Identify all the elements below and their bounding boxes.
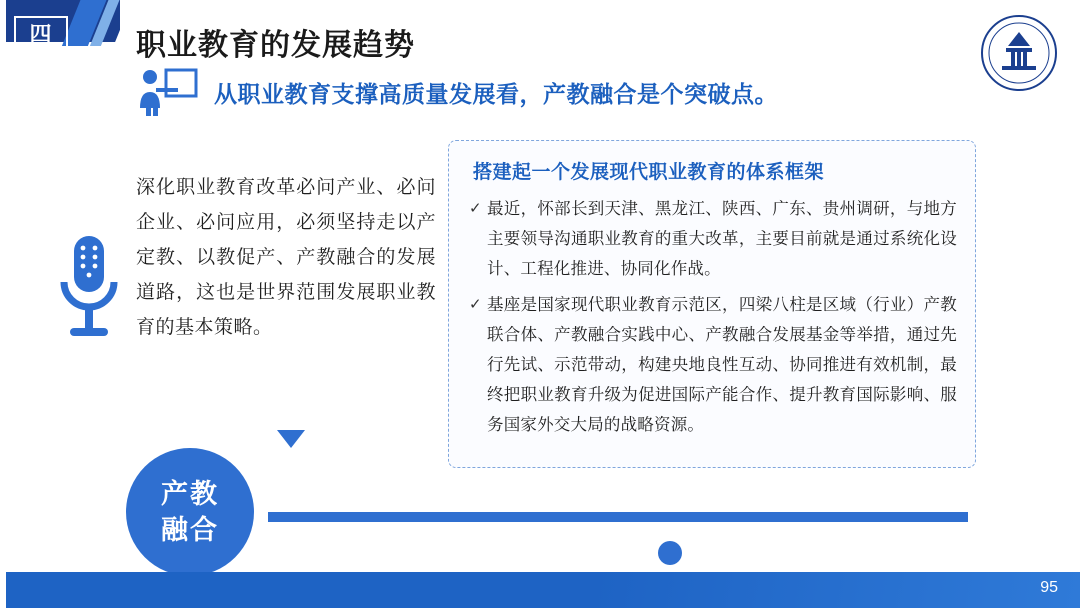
check-icon: ✓	[469, 296, 482, 313]
circle-badge	[126, 448, 254, 576]
timeline-bar	[268, 512, 968, 522]
section-number-badge: 四	[14, 16, 68, 50]
page-title: 职业教育的发展趋势	[136, 29, 415, 62]
circle-badge-line1: 产教	[161, 479, 219, 509]
list-item-text: 基座是国家现代职业教育示范区，四梁八柱是区域（行业）产教联合体、产教融合实践中心、产教融合发展基金等举措，通过先行先试、示范带动，构建央地良性互动、协同推进有效机制，最终把职业教育升级为促进国际产能合作、提升教育国际影响、服务国家外交大局的战略资源。	[487, 296, 957, 434]
page-subtitle: 从职业教育支撑高质量发展看，产教融合是个突破点。	[214, 80, 778, 107]
timeline-triangle-marker	[277, 430, 305, 448]
left-paragraph: 深化职业教育改革必问产业、必问企业、必问应用，必须坚持走以产定教、以教促产、产教融合的发展道路，这也是世界范围发展职业教育的基本策略。	[136, 177, 436, 338]
content-box	[448, 140, 976, 468]
list-item	[467, 290, 957, 440]
teacher-presenting-icon	[136, 68, 198, 116]
microphone-icon	[56, 232, 122, 344]
institution-seal-logo	[980, 14, 1058, 92]
circle-badge-line2: 融合	[161, 515, 219, 545]
list-item-text: 最近，怀部长到天津、黑龙江、陕西、广东、贵州调研，与地方主要领导沟通职业教育的重大改革，主要目前就是通过系统化设计、工程化推进、协同化作战。	[487, 200, 957, 278]
list-item	[467, 194, 957, 284]
footer-bar-gradient	[0, 572, 1080, 608]
footer-bar	[0, 572, 1080, 608]
subtitle-row	[136, 68, 778, 116]
timeline-dot	[658, 541, 682, 565]
check-icon: ✓	[469, 200, 482, 217]
page-number: 95	[1040, 579, 1058, 596]
content-box-heading: 搭建起一个发展现代职业教育的体系框架	[473, 162, 825, 183]
left-edge-spacer	[0, 0, 6, 608]
